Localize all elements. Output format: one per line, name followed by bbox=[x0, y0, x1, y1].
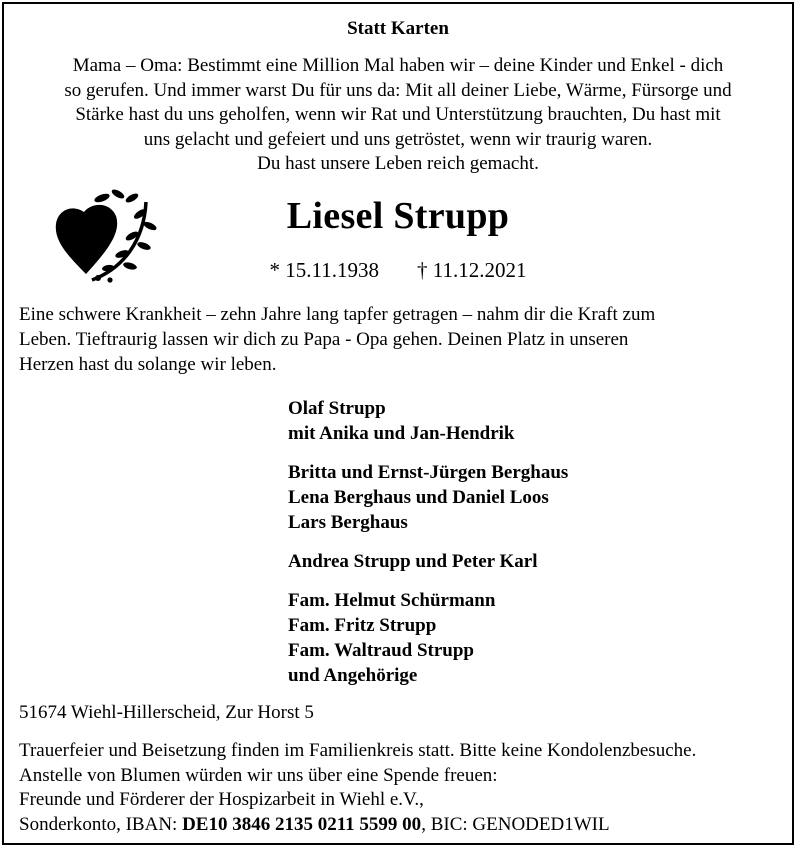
iban-number: DE10 3846 2135 0211 5599 00 bbox=[182, 813, 422, 835]
bank-account-line bbox=[19, 813, 782, 838]
intro-line: Du hast unsere Leben reich gemacht. bbox=[257, 153, 539, 174]
memorial-line: Leben. Tieftraurig lassen wir dich zu Papa - Opa gehen. Deinen Platz in unseren bbox=[19, 329, 629, 350]
mourner-group bbox=[288, 460, 568, 535]
obituary-card bbox=[2, 2, 794, 845]
memorial-line: Herzen hast du solange wir leben. bbox=[19, 354, 277, 375]
mourner-name: Fam. Waltraud Strupp bbox=[288, 640, 474, 661]
note-line: Anstelle von Blumen würden wir uns über eine Spende freuen: bbox=[19, 764, 498, 786]
mourner-name: Lars Berghaus bbox=[288, 512, 408, 533]
header-title: Statt Karten bbox=[347, 18, 449, 39]
memorial-text bbox=[19, 302, 777, 377]
mourner-name: Olaf Strupp bbox=[288, 398, 386, 419]
mourner-group bbox=[288, 588, 568, 688]
mourner-name: Fam. Helmut Schürmann bbox=[288, 590, 496, 611]
mourner-name: Fam. Fritz Strupp bbox=[288, 615, 437, 636]
intro-line: so gerufen. Und immer warst Du für uns da: Mit all deiner Liebe, Wärme, Fürsorge und bbox=[64, 79, 732, 101]
mourners-list bbox=[288, 396, 568, 702]
note-line: Trauerfeier und Beisetzung finden im Familienkreis statt. Bitte keine Kondolenzbesuche. bbox=[19, 740, 697, 761]
intro-line: Mama – Oma: Bestimmt eine Million Mal haben wir – deine Kinder und Enkel - dich bbox=[72, 55, 724, 76]
mourner-name: Lena Berghaus und Daniel Loos bbox=[288, 487, 549, 508]
life-dates bbox=[4, 258, 792, 283]
bic-text: , BIC: GENODED1WIL bbox=[421, 813, 610, 835]
mourner-name: Andrea Strupp und Peter Karl bbox=[288, 551, 538, 572]
mourner-group bbox=[288, 549, 568, 574]
funeral-notes bbox=[19, 739, 782, 837]
mourner-name: mit Anika und Jan-Hendrik bbox=[288, 423, 515, 444]
memorial-line: Eine schwere Krankheit – zehn Jahre lang tapfer getragen – nahm dir die Kraft zum bbox=[19, 304, 656, 325]
intro-line: Stärke hast du uns geholfen, wenn wir Rat und Unterstützung brauchten, Du hast mit bbox=[75, 104, 721, 125]
birth-date: * 15.11.1938 bbox=[269, 258, 379, 282]
deceased-name: Liesel Strupp bbox=[286, 195, 510, 237]
note-line: Freunde und Förderer der Hospizarbeit in Wiehl e.V., bbox=[19, 789, 424, 810]
mourner-group bbox=[288, 396, 568, 446]
intro-text bbox=[24, 54, 772, 177]
address: 51674 Wiehl-Hillerscheid, Zur Horst 5 bbox=[19, 702, 314, 723]
mourner-name: Britta und Ernst-Jürgen Berghaus bbox=[288, 462, 569, 483]
death-date: † 11.12.2021 bbox=[417, 258, 527, 282]
intro-line: uns gelacht und gefeiert und uns getröstet, wenn wir traurig waren. bbox=[143, 128, 653, 150]
mourner-name: und Angehörige bbox=[288, 665, 418, 686]
bank-prefix: Sonderkonto, IBAN: bbox=[19, 813, 183, 835]
